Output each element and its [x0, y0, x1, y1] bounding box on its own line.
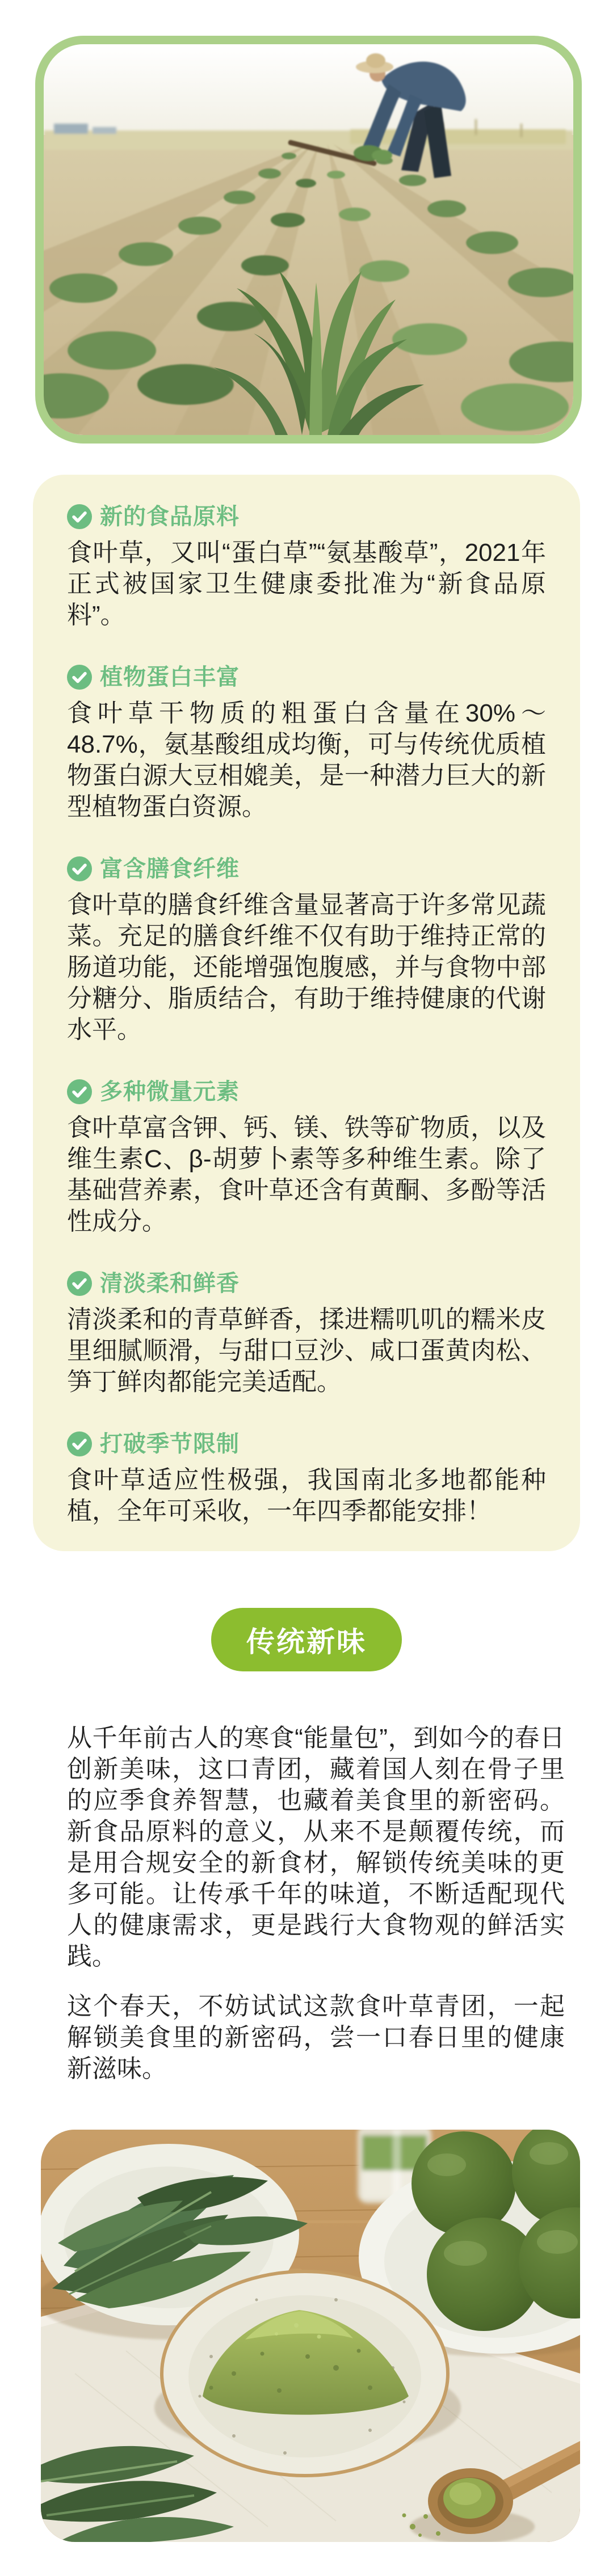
- closing-text: [67, 1722, 565, 2084]
- banner-label: 传统新味: [246, 1626, 367, 1658]
- section-title: 清淡柔和鲜香: [100, 1271, 240, 1296]
- section-heading: [67, 1271, 546, 1296]
- flatlay-illustration: [41, 2130, 580, 2542]
- section-heading: [67, 1079, 546, 1104]
- check-circle-icon: [67, 1079, 92, 1104]
- section-title: 打破季节限制: [100, 1431, 240, 1456]
- article-page: [0, 36, 613, 2576]
- section-body: 清淡柔和的青草鲜香，揉进糯叽叽的糯米皮里细腻顺滑，与甜口豆沙、咸口蛋黄肉松、笋丁鲜肉都能完美适配。: [67, 1306, 546, 1396]
- banner-pill: [211, 1608, 402, 1671]
- check-circle-icon: [67, 1271, 92, 1296]
- bottom-photo-flatlay: [41, 2130, 580, 2542]
- check-circle-icon: [67, 856, 92, 881]
- section-body: 食叶草富含钾、钙、镁、铁等矿物质，以及维生素C、β-胡萝卜素等多种维生素。除了基础营养素，食叶草还含有黄酮、多酚等活性成分。: [67, 1114, 546, 1235]
- closing-paragraph-2: 这个春天，不妨试试这款食叶草青团，一起解锁美食里的新密码，尝一口春日里的健康新滋味。: [67, 1992, 565, 2083]
- section-title: 富含膳食纤维: [100, 856, 240, 881]
- section-body: 食叶草的膳食纤维含量显著高于许多常见蔬菜。充足的膳食纤维不仅有助于维持正常的肠道功能，还能增强饱腹感，并与食物中部分糖分、脂质结合，有助于维持健康的代谢水平。: [67, 891, 546, 1044]
- check-circle-icon: [67, 1431, 92, 1456]
- section-new-food-ingredient: [67, 504, 546, 631]
- section-heading: [67, 504, 546, 529]
- section-heading: [67, 665, 546, 690]
- section-heading: [67, 1431, 546, 1456]
- section-body: 食叶草，又叫“蛋白草”“氨基酸草”，2021年正式被国家卫生健康委批准为“新食品原料”。: [67, 539, 546, 629]
- section-title: 新的食品原料: [100, 504, 240, 529]
- closing-paragraph-1: 从千年前古人的寒食“能量包”，到如今的春日创新美味，这口青团，藏着国人刻在骨子里的应季食养智慧，也藏着美食里的新密码。新食品原料的意义，从来不是颠覆传统，而是用合规安全的新食材，解锁传统美味的更多可能。让传承千年的味道，不断适配现代人的健康需求，更是践行大食物观的鲜活实践。: [67, 1724, 565, 1970]
- section-mild-flavor: [67, 1271, 546, 1397]
- section-heading: [67, 856, 546, 881]
- check-circle-icon: [67, 665, 92, 690]
- section-body: 食叶草适应性极强，我国南北多地都能种植，全年可采收，一年四季都能安排！: [67, 1466, 546, 1525]
- field-illustration: [44, 44, 573, 435]
- benefits-card: [33, 475, 580, 1551]
- section-title: 多种微量元素: [100, 1079, 240, 1104]
- section-body: 食叶草干物质的粗蛋白含量在30%～48.7%，氨基酸组成均衡，可与传统优质植物蛋白源大豆相媲美，是一种潜力巨大的新型植物蛋白资源。: [67, 699, 546, 821]
- check-circle-icon: [67, 504, 92, 529]
- section-plant-protein: [67, 665, 546, 822]
- hero-photo-field: [35, 36, 582, 444]
- section-no-season-limit: [67, 1431, 546, 1527]
- section-title: 植物蛋白丰富: [100, 665, 240, 690]
- section-trace-elements: [67, 1079, 546, 1237]
- section-dietary-fiber: [67, 856, 546, 1045]
